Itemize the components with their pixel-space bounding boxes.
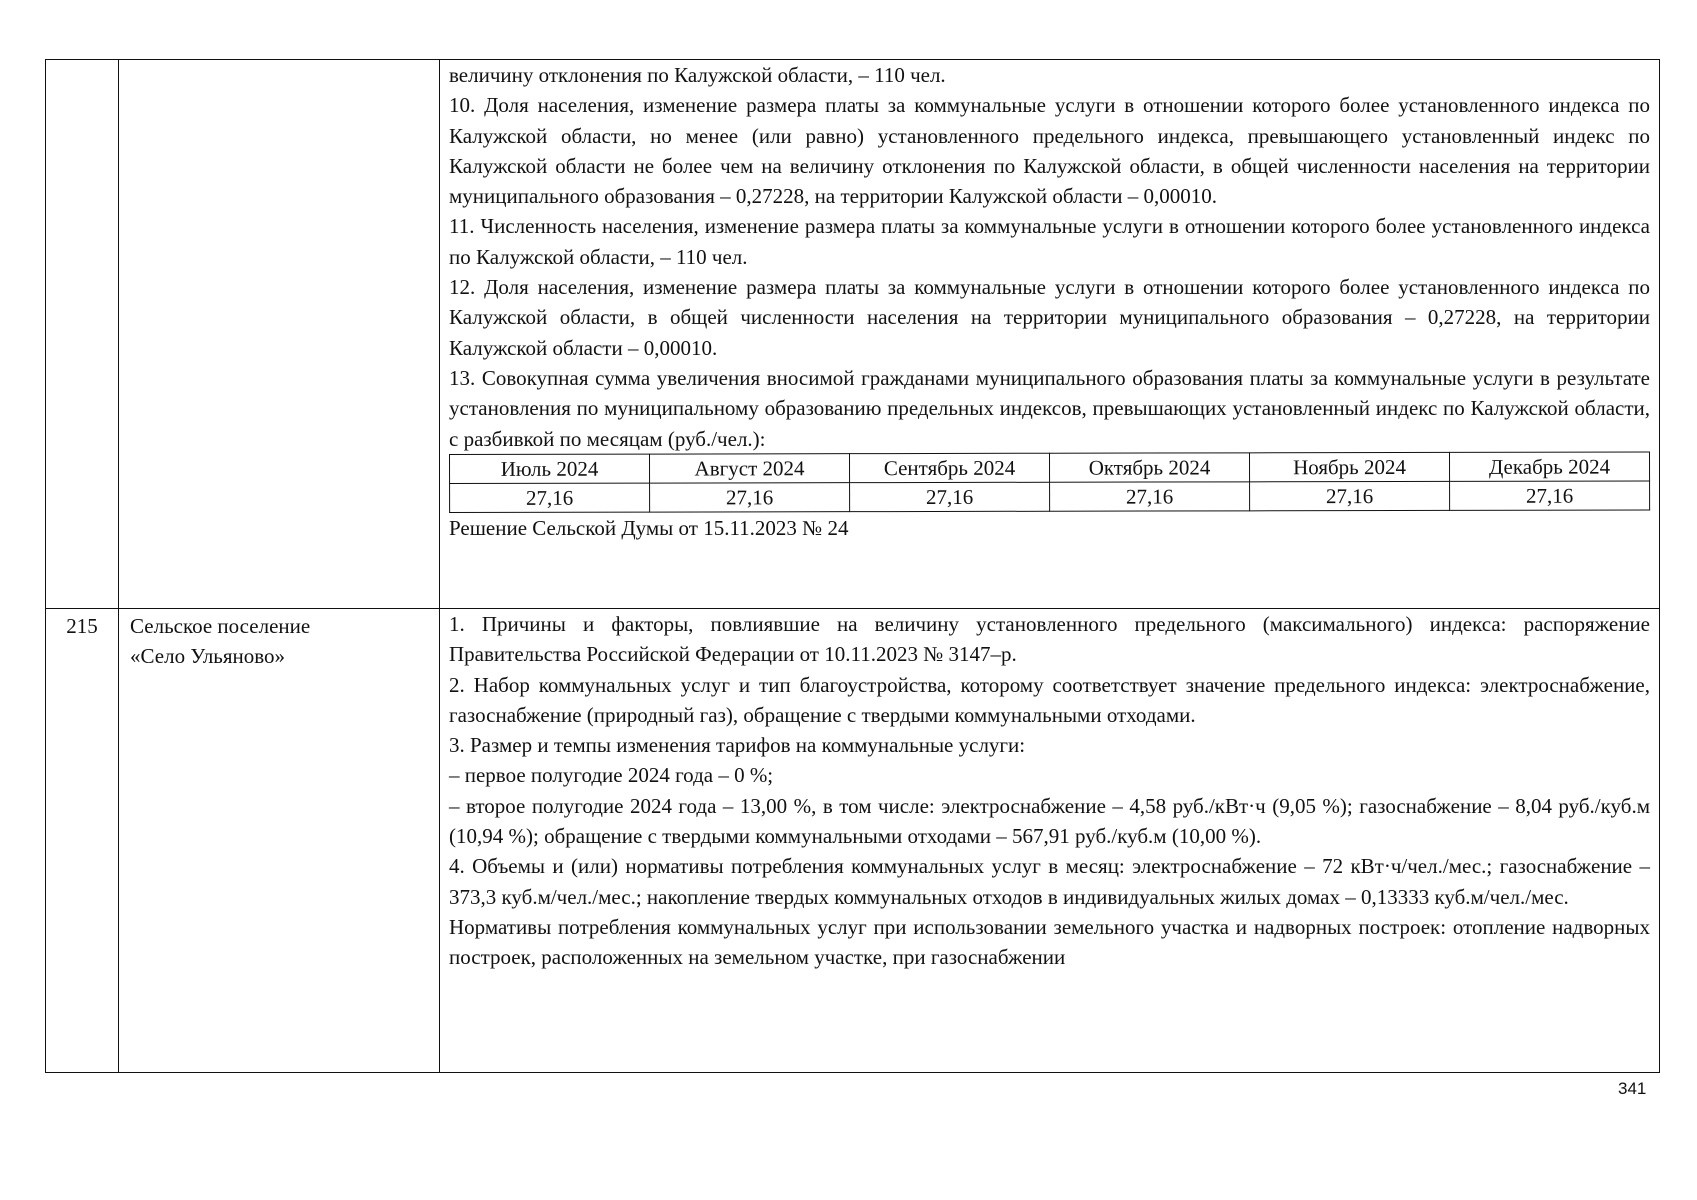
content-cell xyxy=(440,60,1660,609)
paragraph: величину отклонения по Калужской области, – 110 чел. xyxy=(449,63,946,87)
tariff-table xyxy=(45,59,1660,1073)
month-header: Декабрь 2024 xyxy=(1449,452,1649,481)
values-row xyxy=(450,481,1650,513)
month-value: 27,16 xyxy=(1450,481,1650,510)
month-value: 27,16 xyxy=(650,483,850,512)
paragraph: 3. Размер и темпы изменения тарифов на коммунальные услуги: xyxy=(449,733,1026,758)
month-header: Ноябрь 2024 xyxy=(1249,452,1449,481)
paragraph: 4. Объемы и (или) нормативы потребления коммунальных услуг в месяц: электроснабжение – 72 кВт·ч/чел./мес.; газоснабжение – 373,3 куб.м/чел./мес.; накопление твердых коммунальных отходов в индивидуальных жилых домах – 0,13333 куб.м/чел./мес. xyxy=(449,854,1650,909)
month-header: Октябрь 2024 xyxy=(1049,453,1249,482)
month-header: Август 2024 xyxy=(650,454,850,483)
paragraph: 10. Доля населения, изменение размера платы за коммунальные услуги в отношении которого более установленного индекса по Калужской области, но менее (или равно) установленного предельного индекса, превышающего установленный индекс по Калужской области не более чем на величину отклонения по Калужской области, в общей численности населения на территории муниципального образования – 0,27228, на территории Калужской области – 0,00010. xyxy=(449,93,1650,209)
paragraph: 11. Численность населения, изменение размера платы за коммунальные услуги в отношении которого более установленного индекса по Калужской области, – 110 чел. xyxy=(449,214,1650,269)
paragraph: Нормативы потребления коммунальных услуг при использовании земельного участка и надворных построек: отопление надворных построек, расположенных на земельном участке, при газоснабжении xyxy=(449,914,1650,970)
paragraph: 1. Причины и факторы, повлиявшие на величину установленного предельного (максимального) индекса: распоряжение Правительства Российской Федерации от 10.11.2023 № 3147–р. xyxy=(449,612,1650,667)
decision-text: Решение Сельской Думы от 15.11.2023 № 24 xyxy=(449,515,849,540)
table-row xyxy=(46,609,1660,1073)
municipality-cell xyxy=(119,60,440,609)
month-value: 27,16 xyxy=(1050,482,1250,511)
month-value: 27,16 xyxy=(1250,481,1450,510)
month-value: 27,16 xyxy=(450,483,650,512)
months-header-row xyxy=(450,452,1650,484)
page-number: 341 xyxy=(1618,1079,1647,1098)
paragraph: – второе полугодие 2024 года – 13,00 %, в том числе: электроснабжение – 4,58 руб./кВт·ч (9,05 %); газоснабжение – 8,04 руб./куб.м (10,94 %); обращение с твердыми коммунальными отходами – 567,91 руб./куб.м (10,00 %). xyxy=(449,793,1650,849)
content-cell xyxy=(440,609,1660,1073)
month-value: 27,16 xyxy=(850,482,1050,511)
row-number-cell xyxy=(46,609,119,1073)
municipality-name-line: «Село Ульяново» xyxy=(130,644,286,668)
paragraph: 2. Набор коммунальных услуг и тип благоустройства, которому соответствует значение предельного индекса: электроснабжение, газоснабжение (природный газ), обращение с твердыми коммунальными отходами. xyxy=(449,672,1650,727)
municipality-name-line: Сельское поселение xyxy=(130,614,311,638)
table-row xyxy=(46,60,1660,609)
municipality-cell xyxy=(119,609,440,1073)
monthly-sum-table xyxy=(449,451,1650,513)
month-header: Сентябрь 2024 xyxy=(850,453,1050,482)
paragraph: 13. Совокупная сумма увеличения вносимой гражданами муниципального образования платы за коммунальные услуги в результате установления по муниципальному образованию предельных индексов, превышающих установленный индекс по Калужской области, с разбивкой по месяцам (руб./чел.): xyxy=(449,365,1650,451)
paragraph: – первое полугодие 2024 года – 0 %; xyxy=(449,763,774,788)
row-number-cell xyxy=(46,60,119,609)
row-number: 215 xyxy=(66,614,98,638)
paragraph: 12. Доля населения, изменение размера платы за коммунальные услуги в отношении которого более установленного индекса по Калужской области, в общей численности населения на территории муниципального образования – 0,27228, на территории Калужской области – 0,00010. xyxy=(449,275,1650,360)
month-header: Июль 2024 xyxy=(450,454,650,483)
